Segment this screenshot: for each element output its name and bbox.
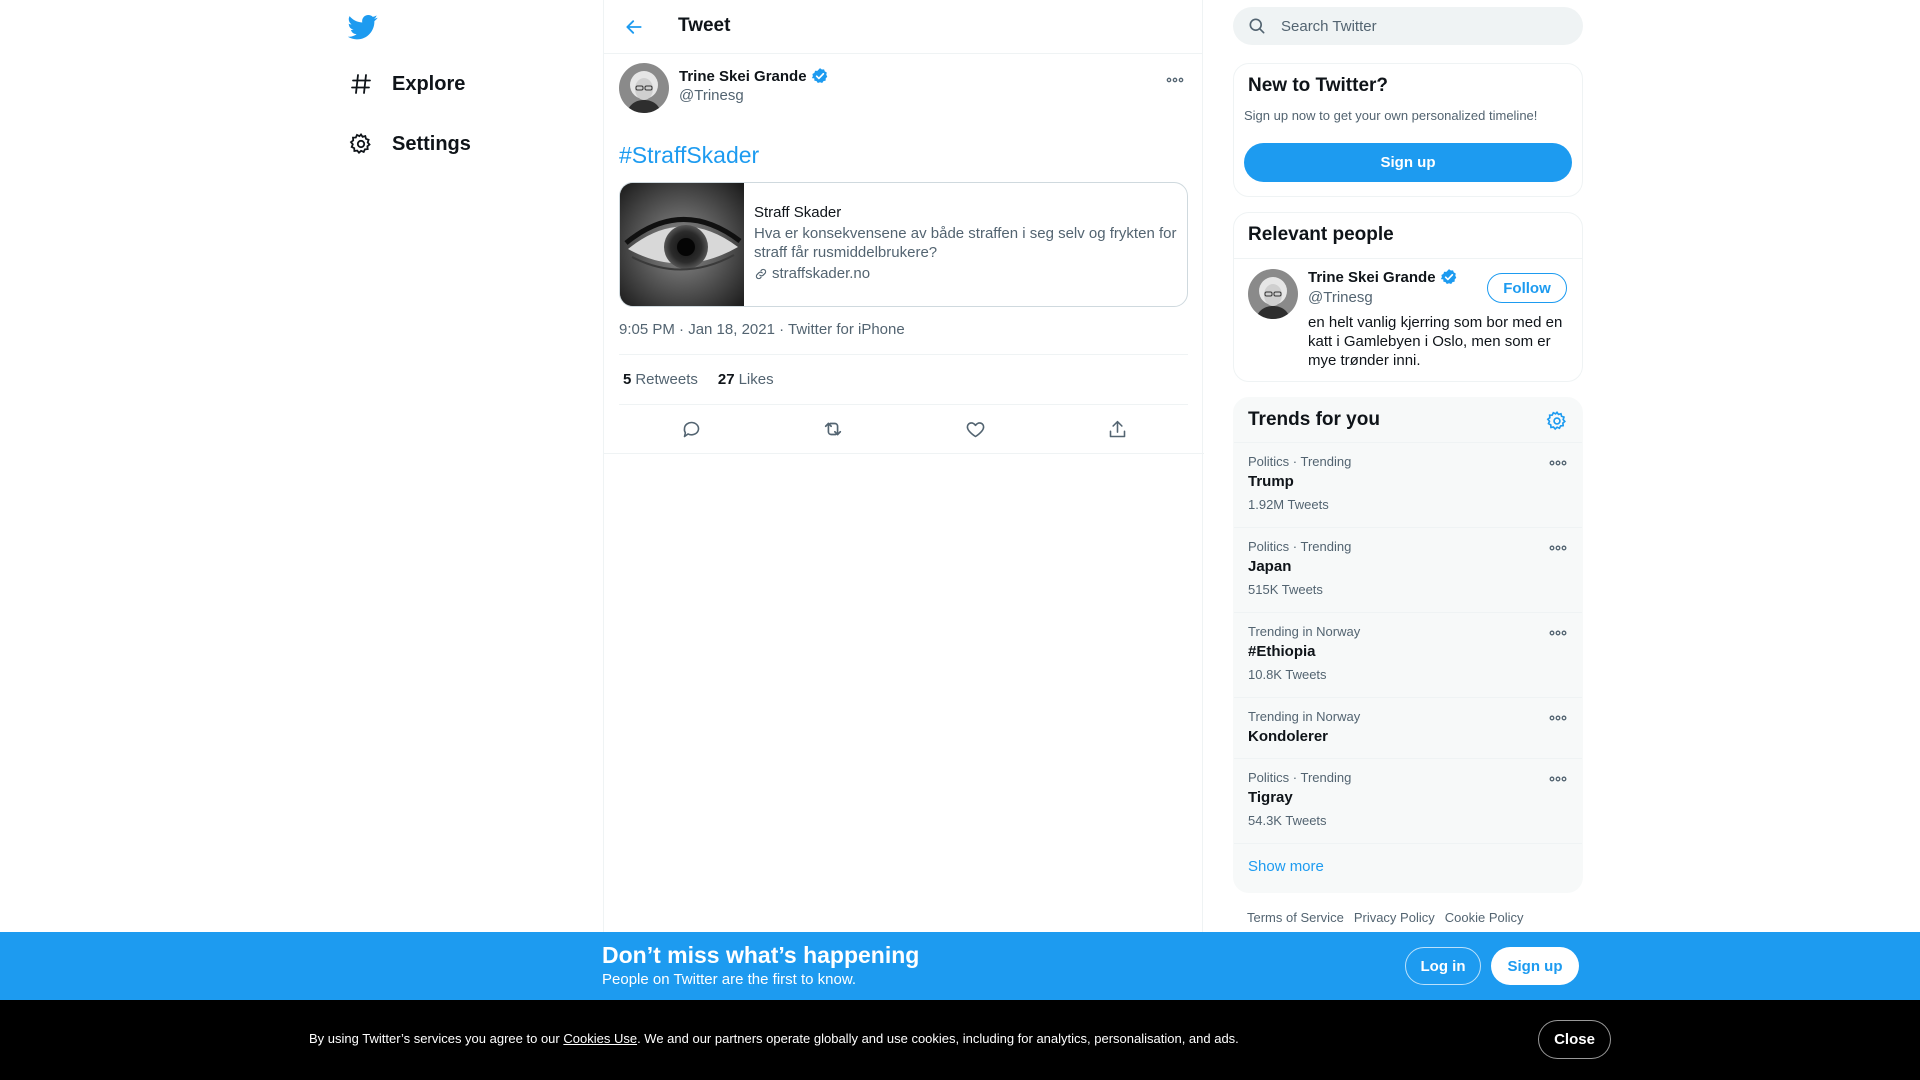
person-bio: en helt vanlig kjerring som bor med en katt i Gamlebyen i Oslo, men som er mye trønder inni. <box>1308 314 1563 369</box>
link-icon <box>754 267 768 281</box>
nav-item-explore[interactable] <box>348 64 465 104</box>
author-name-text: Trine Skei Grande <box>679 67 807 85</box>
more-options-button[interactable] <box>1163 73 1187 87</box>
reply-icon <box>681 419 702 440</box>
card-title: Straff Skader <box>754 204 842 221</box>
trend-count: 54.3K Tweets <box>1248 813 1327 828</box>
tweet-actions <box>604 405 1204 454</box>
verified-badge-icon <box>811 67 829 85</box>
more-dots-icon[interactable] <box>1548 458 1568 468</box>
card-description: Hva er konsekvensene av både straffen i seg selv og frykten for straff får rusmiddelbrukere? <box>754 225 1177 261</box>
follow-button[interactable]: Follow <box>1487 273 1567 303</box>
more-dots-icon[interactable] <box>1548 774 1568 784</box>
hashtag-icon <box>348 71 374 97</box>
nav-item-label: Settings <box>392 132 471 155</box>
trend-name: Japan <box>1248 558 1292 575</box>
card-body <box>744 183 1187 306</box>
nav-item-settings[interactable] <box>348 124 471 164</box>
page-title: Tweet <box>678 15 731 36</box>
retweet-icon <box>822 418 844 440</box>
footer-link-privacy[interactable]: Privacy Policy <box>1353 910 1435 925</box>
trend-item[interactable] <box>1234 528 1582 613</box>
trend-count: 1.92M Tweets <box>1248 497 1329 512</box>
more-dots-icon[interactable] <box>1548 543 1568 553</box>
link-card[interactable] <box>619 182 1188 307</box>
verified-badge-icon <box>1440 268 1458 286</box>
tweet-author <box>619 63 1187 123</box>
trend-count: 10.8K Tweets <box>1248 667 1327 682</box>
panel-title: Trends for you <box>1248 409 1380 430</box>
panel-title: New to Twitter? <box>1248 75 1389 96</box>
more-dots-icon <box>1166 77 1184 83</box>
search-input[interactable] <box>1281 18 1551 35</box>
card-domain-text: straffskader.no <box>772 265 871 282</box>
likes-stat[interactable] <box>718 371 774 388</box>
card-image <box>620 183 744 307</box>
search-icon <box>1247 16 1267 36</box>
trend-context: Politics · Trending <box>1248 454 1352 469</box>
banner-title: Don’t miss what’s happening <box>602 942 920 968</box>
person-name-text: Trine Skei Grande <box>1308 268 1436 286</box>
heart-icon <box>965 419 986 440</box>
login-button[interactable]: Log in <box>1405 947 1481 985</box>
tweet-timestamp[interactable]: 9:05 PM · Jan 18, 2021 · Twitter for iPhone <box>619 321 1188 355</box>
panel-title: Relevant people <box>1248 224 1394 245</box>
banner-signup-button[interactable]: Sign up <box>1491 947 1579 985</box>
banner-subtitle: People on Twitter are the first to know. <box>602 971 857 988</box>
person-handle[interactable]: @Trinesg <box>1308 289 1373 306</box>
signup-button[interactable]: Sign up <box>1244 143 1572 182</box>
back-button[interactable] <box>620 13 648 41</box>
divider <box>1234 258 1582 259</box>
trend-context: Politics · Trending <box>1248 770 1352 785</box>
footer-links <box>1247 910 1534 925</box>
cookie-text-after: . We and our partners operate globally and use cookies, including for analytics, personalisation, and ads. <box>637 1031 1239 1046</box>
person-name[interactable] <box>1308 268 1458 286</box>
trend-context: Politics · Trending <box>1248 539 1352 554</box>
gear-icon <box>348 131 374 157</box>
author-name[interactable] <box>679 67 829 85</box>
avatar[interactable] <box>619 63 669 113</box>
trend-item[interactable] <box>1234 443 1582 528</box>
signup-banner <box>0 932 1920 1000</box>
likes-count: 27 <box>717 371 735 388</box>
retweet-button[interactable] <box>762 405 904 453</box>
search-bar[interactable] <box>1233 7 1583 45</box>
arrow-left-icon <box>624 17 644 37</box>
cookie-consent-bar <box>0 1000 1920 1080</box>
cookie-text-before: By using Twitter’s services you agree to our <box>309 1031 564 1046</box>
share-icon <box>1107 419 1128 440</box>
trend-item[interactable] <box>1234 759 1582 844</box>
trends-panel <box>1233 397 1583 893</box>
likes-label: Likes <box>738 371 774 388</box>
footer-link-terms[interactable]: Terms of Service <box>1247 910 1344 925</box>
trend-count: 515K Tweets <box>1248 582 1323 597</box>
twitter-bird-icon[interactable] <box>348 12 378 42</box>
relevant-people-panel <box>1233 212 1583 382</box>
share-button[interactable] <box>1046 405 1188 453</box>
new-to-twitter-panel <box>1233 63 1583 197</box>
trend-item[interactable] <box>1234 613 1582 698</box>
cookies-use-link[interactable]: Cookies Use <box>563 1031 638 1046</box>
tweet <box>604 63 1202 454</box>
tweet-hashtag-link[interactable]: #StraffSkader <box>619 142 760 168</box>
more-dots-icon[interactable] <box>1548 713 1568 723</box>
cookie-text <box>309 1031 1239 1046</box>
footer-link-cookie[interactable]: Cookie Policy <box>1444 910 1524 925</box>
avatar[interactable] <box>1248 269 1298 319</box>
trend-name: Trump <box>1248 473 1294 490</box>
author-handle[interactable]: @Trinesg <box>679 87 744 104</box>
trends-header <box>1234 398 1582 443</box>
card-domain <box>754 264 1177 283</box>
trend-name: Tigray <box>1248 789 1293 806</box>
tweet-stats <box>619 355 1188 405</box>
retweets-count: 5 <box>623 371 632 388</box>
retweets-label: Retweets <box>635 371 698 388</box>
more-dots-icon[interactable] <box>1548 628 1568 638</box>
gear-icon[interactable] <box>1546 410 1568 432</box>
trend-item[interactable] <box>1234 698 1582 759</box>
tweet-detail-column <box>603 0 1203 1080</box>
cookie-close-button[interactable]: Close <box>1538 1020 1611 1059</box>
reply-button[interactable] <box>620 405 762 453</box>
trend-context: Trending in Norway <box>1248 624 1361 639</box>
trend-context: Trending in Norway <box>1248 709 1361 724</box>
nav-item-label: Explore <box>392 72 466 95</box>
trend-name: #Ethiopia <box>1248 643 1316 660</box>
like-button[interactable] <box>904 405 1046 453</box>
trend-name: Kondolerer <box>1248 728 1329 745</box>
show-more-link[interactable]: Show more <box>1248 858 1324 875</box>
panel-subtitle: Sign up now to get your own personalized timeline! <box>1244 108 1538 123</box>
page-header <box>604 0 1202 54</box>
retweets-stat[interactable] <box>623 371 698 388</box>
